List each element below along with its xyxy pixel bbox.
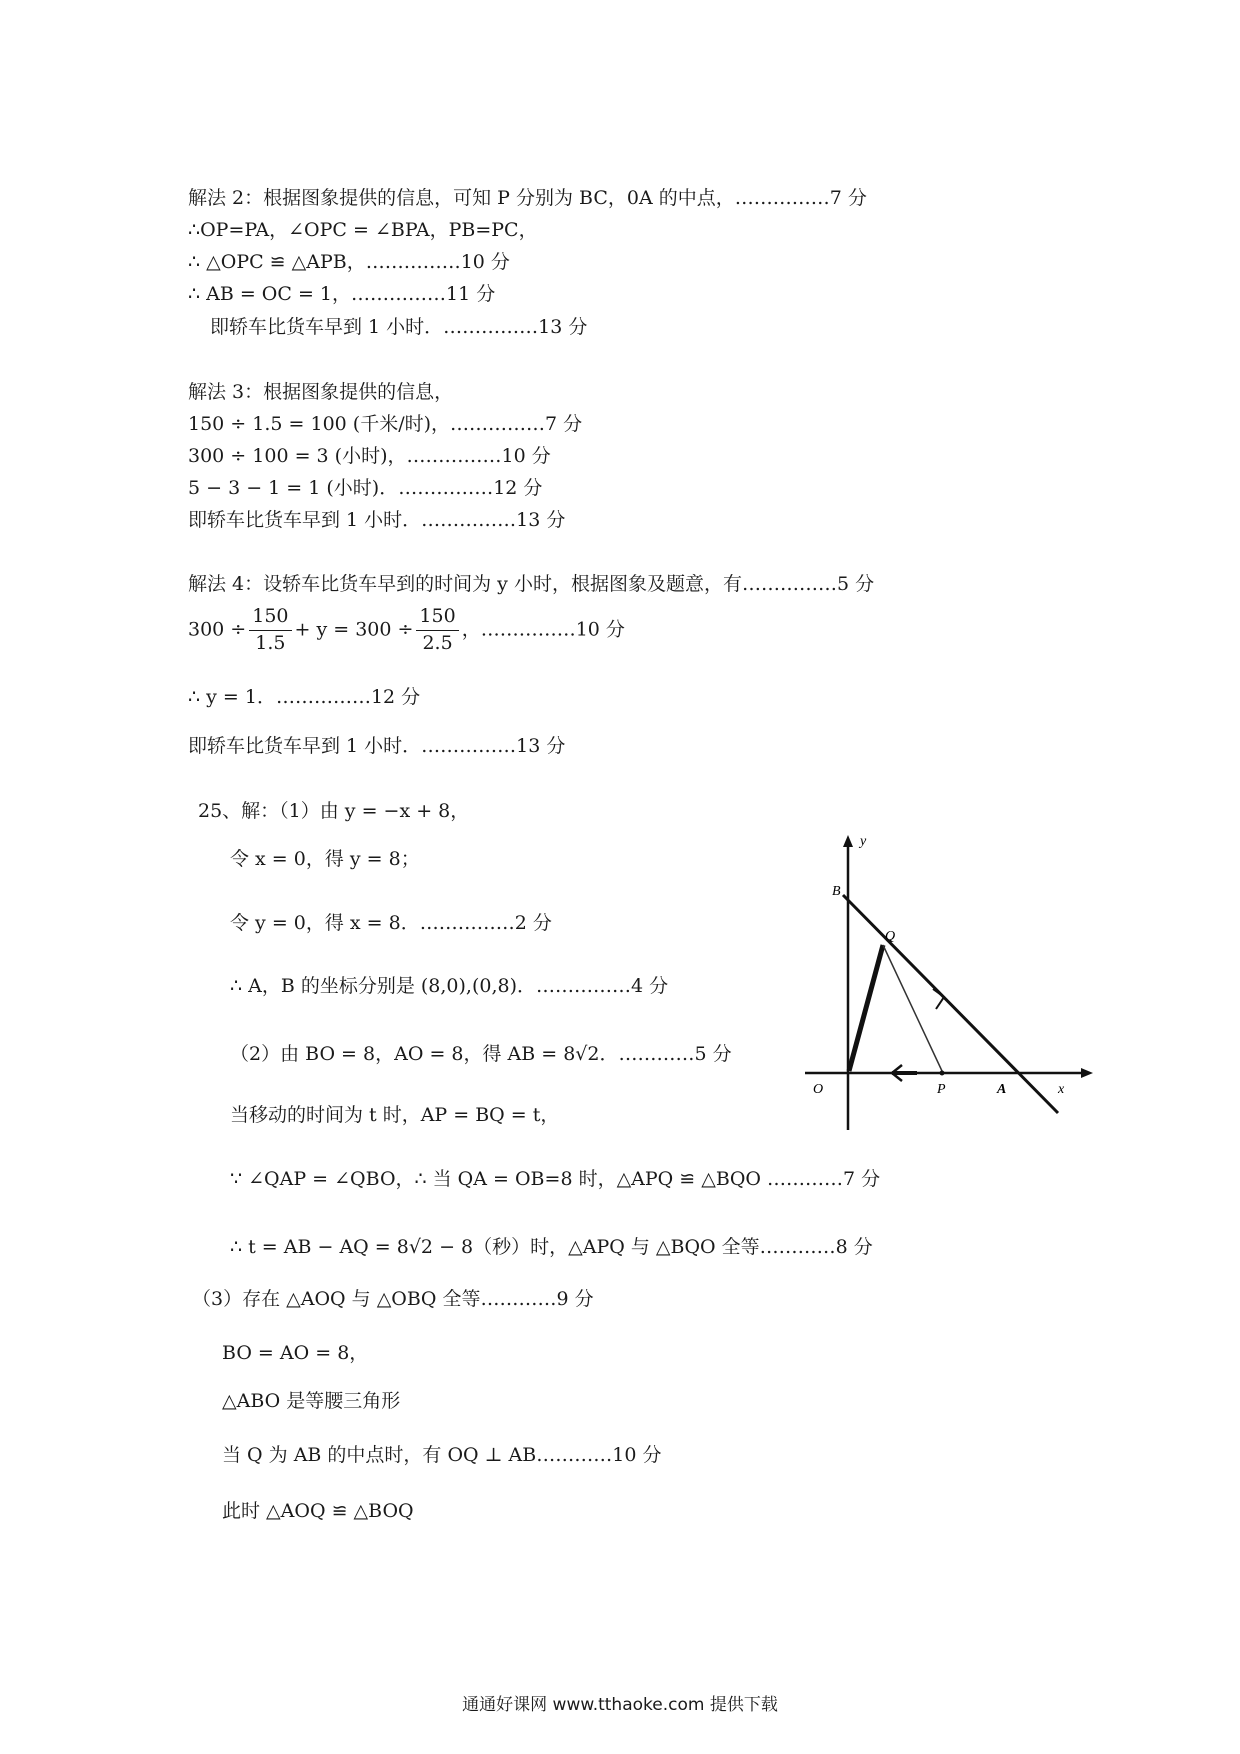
sol2-line4: ∴ AB = OC = 1，……………11 分	[188, 283, 496, 305]
line-ab	[843, 895, 1058, 1113]
sol4-eq-pre: 300 ÷	[188, 618, 247, 641]
label-b: B	[832, 884, 841, 899]
sol3-line1: 解法 3：根据图象提供的信息，	[188, 381, 454, 403]
geometry-figure	[805, 835, 1095, 1140]
sol3-line5: 即轿车比货车早到 1 小时．……………13 分	[188, 509, 566, 531]
direction-arrow-on-ab-icon	[933, 989, 944, 1009]
sol2-line2: ∴OP=PA，∠OPC = ∠BPA，PB=PC，	[188, 219, 538, 241]
q25-line2: 令 x = 0，得 y = 8；	[230, 848, 420, 870]
label-a: A	[997, 1082, 1007, 1097]
label-q: Q	[885, 929, 896, 944]
q25-line10: BO = AO = 8，	[222, 1342, 369, 1364]
sol4-eq-mid: + y = 300 ÷	[294, 618, 414, 641]
q25-line3: 令 y = 0，得 x = 8．……………2 分	[230, 912, 552, 934]
sol3-line3: 300 ÷ 100 = 3 (小时)，……………10 分	[188, 445, 551, 467]
x-axis-arrow-icon	[1081, 1068, 1093, 1078]
y-axis-arrow-icon	[843, 835, 853, 847]
q25-line13: 此时 △AOQ ≌ △BOQ	[222, 1500, 414, 1522]
sol4-fraction-1	[249, 606, 291, 655]
sol4-equation	[188, 606, 625, 655]
q25-line8: ∴ t = AB − AQ = 8√2 − 8（秒）时，△APQ 与 △BQO 全等…………8 分	[230, 1236, 873, 1258]
q25-line11: △ABO 是等腰三角形	[222, 1390, 401, 1412]
label-o: O	[813, 1082, 824, 1097]
sol4-eq-post: ，……………10 分	[461, 618, 625, 641]
frac1-denominator: 1.5	[255, 631, 286, 654]
page-footer: 通通好课网 www.tthaoke.com 提供下载	[462, 1695, 778, 1715]
q25-line7: ∵ ∠QAP = ∠QBO，∴ 当 QA = OB=8 时，△APQ ≌ △BQO …………7 分	[230, 1168, 881, 1190]
q25-line12: 当 Q 为 AB 的中点时，有 OQ ⊥ AB…………10 分	[222, 1444, 662, 1466]
sol4-line1: 解法 4：设轿车比货车早到的时间为 y 小时，根据图象及题意，有……………5 分	[188, 573, 875, 595]
q25-line6: 当移动的时间为 t 时，AP = BQ = t，	[230, 1104, 560, 1126]
point-p	[940, 1071, 945, 1076]
q25-line4: ∴ A，B 的坐标分别是 (8,0),(0,8)．……………4 分	[230, 975, 669, 997]
sol2-line5: 即轿车比货车早到 1 小时．……………13 分	[210, 316, 588, 338]
label-x: x	[1058, 1082, 1065, 1097]
frac2-denominator: 2.5	[422, 631, 453, 654]
sol2-line1: 解法 2：根据图象提供的信息，可知 P 分别为 BC，0A 的中点，……………7 分	[188, 187, 867, 209]
frac2-numerator: 150	[416, 606, 458, 631]
sol2-line3: ∴ △OPC ≌ △APB，……………10 分	[188, 251, 510, 273]
label-y: y	[860, 835, 867, 849]
sol3-line2: 150 ÷ 1.5 = 100 (千米/时)，……………7 分	[188, 413, 583, 435]
segment-oq	[849, 945, 883, 1071]
q25-line9: （3）存在 △AOQ 与 △OBQ 全等…………9 分	[192, 1288, 594, 1310]
q25-line1: 25、解：（1）由 y = −x + 8，	[198, 800, 470, 822]
sol4-fraction-2	[416, 606, 458, 655]
sol4-line3: ∴ y = 1．……………12 分	[188, 686, 421, 708]
sol4-line4: 即轿车比货车早到 1 小时．……………13 分	[188, 735, 566, 757]
q25-line5: （2）由 BO = 8，AO = 8，得 AB = 8√2．…………5 分	[230, 1043, 732, 1065]
sol3-line4: 5 − 3 − 1 = 1 (小时)．……………12 分	[188, 477, 543, 499]
label-p: P	[937, 1082, 946, 1097]
frac1-numerator: 150	[249, 606, 291, 631]
